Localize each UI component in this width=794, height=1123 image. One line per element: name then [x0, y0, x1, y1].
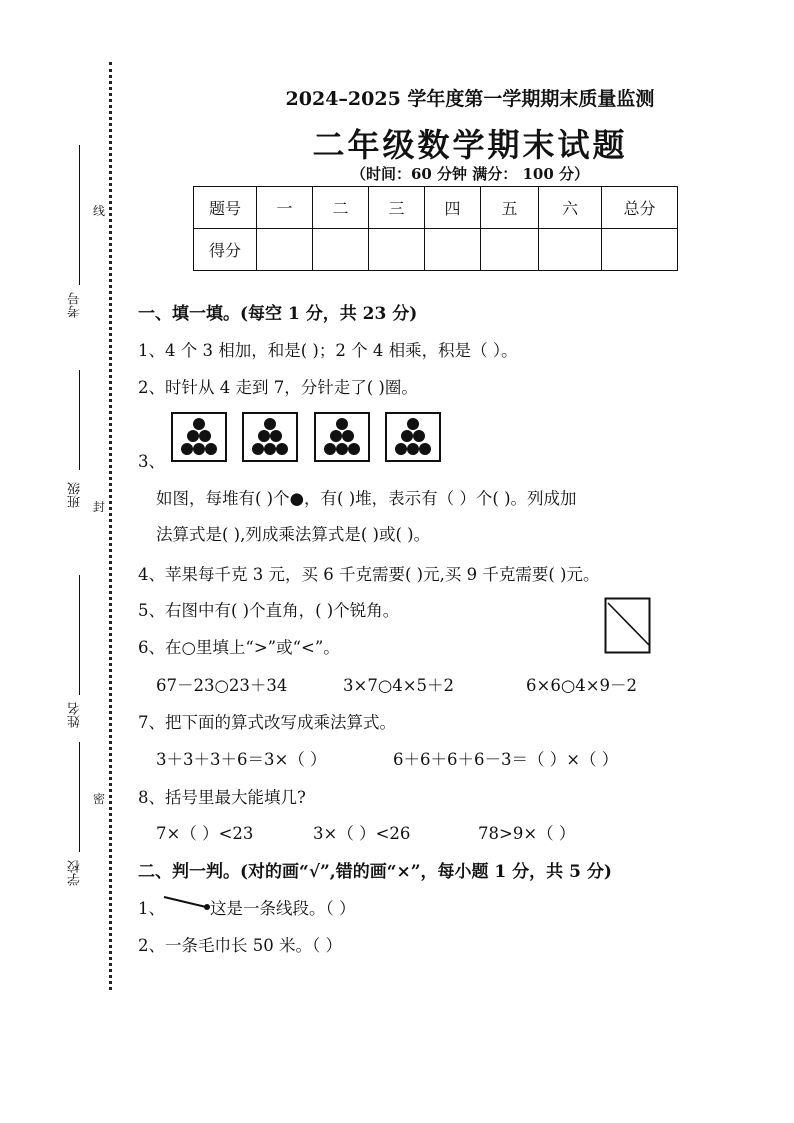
score-table-header-row: [194, 187, 678, 229]
dot-pile-1: [171, 412, 227, 462]
score-input-q6[interactable]: [539, 229, 602, 271]
question-1-6-b: 3×7○4×5＋2: [343, 676, 455, 695]
cut-line: [109, 62, 112, 990]
exam-time-info: （时间：60 分钟 满分： 100 分）: [350, 165, 590, 183]
school-line: [79, 742, 80, 852]
name-label: 姓名: [68, 702, 83, 728]
line-segment-figure: [162, 893, 212, 915]
cell-q1: 一: [257, 187, 313, 229]
cell-q5: 五: [481, 187, 539, 229]
rectangle-diagonal-figure: [604, 597, 654, 657]
score-input-q1[interactable]: [257, 229, 313, 271]
seal-char-secret: 密: [93, 792, 106, 806]
question-2-1-text: 这是一条线段。（ ）: [210, 899, 356, 918]
cell-total: 总分: [602, 187, 678, 229]
question-1-3-line2: 法算式是( ),列成乘法算式是( )或( )。: [156, 525, 431, 544]
score-input-total[interactable]: [602, 229, 678, 271]
question-1-6-a: 67－23○23＋34: [156, 676, 288, 695]
score-input-q3[interactable]: [369, 229, 425, 271]
section1-heading: 一、填一填。(每空 1 分，共 23 分): [138, 304, 418, 324]
question-1-3-number: 3、: [138, 452, 165, 471]
name-line: [79, 575, 80, 695]
cell-question-no: 题号: [194, 187, 257, 229]
score-table-score-row: [194, 229, 678, 271]
exam-no-line: [79, 145, 80, 285]
dot-pile-4: [385, 412, 441, 462]
seal-char-seal: 封: [93, 500, 106, 514]
score-input-q4[interactable]: [425, 229, 481, 271]
question-2-2: 2、一条毛巾长 50 米。（ ）: [138, 936, 342, 955]
question-2-1-number: 1、: [138, 899, 165, 918]
question-1-2: 2、时针从 4 走到 7，分针走了( )圈。: [138, 378, 418, 397]
question-1-6: 6、在○里填上“>”或“<”。: [138, 638, 340, 657]
dot-pile-2: [242, 412, 298, 462]
exam-no-label: 考号: [68, 292, 83, 318]
question-1-4: 4、苹果每千克 3 元，买 6 千克需要( )元,买 9 千克需要( )元。: [138, 565, 600, 584]
exam-subtitle: 2024–2025 学年度第一学期期末质量监测: [285, 88, 655, 110]
cell-q4: 四: [425, 187, 481, 229]
cell-q3: 三: [369, 187, 425, 229]
question-1-8: 8、括号里最大能填几?: [138, 788, 306, 807]
question-1-5: 5、右图中有( )个直角，( )个锐角。: [138, 601, 400, 620]
dot-pile-4-dots: [387, 414, 439, 460]
question-1-7-b: 6＋6＋6＋6－3＝（ ）×（ ）: [393, 750, 619, 769]
dot-pile-1-dots: [173, 414, 225, 460]
score-input-q5[interactable]: [481, 229, 539, 271]
dot-pile-2-dots: [244, 414, 296, 460]
score-input-q2[interactable]: [313, 229, 369, 271]
class-label: 班级: [68, 482, 83, 508]
cell-q6: 六: [539, 187, 602, 229]
question-1-7-a: 3＋3＋3＋6＝3×（ ）: [156, 750, 327, 769]
class-line: [79, 370, 80, 470]
question-1-6-c: 6×6○4×9－2: [526, 676, 638, 695]
question-1-3-line1: 如图，每堆有( )个●，有( )堆，表示有（ ）个( )。列成加: [156, 489, 577, 508]
section2-heading: 二、判一判。(对的画“√”,错的画“×”，每小题 1 分，共 5 分): [138, 862, 612, 882]
question-1-8-b: 3×（ ）<26: [313, 824, 411, 843]
question-1-8-c: 78>9×（ ）: [478, 824, 576, 843]
question-1-1: 1、4 个 3 相加，和是( )；2 个 4 相乘，积是（ ）。: [138, 341, 518, 360]
exam-title: 二年级数学期末试题: [312, 126, 628, 164]
question-1-8-a: 7×（ ）<23: [156, 824, 254, 843]
school-label: 学校: [68, 860, 83, 886]
cell-score-label: 得分: [194, 229, 257, 271]
cell-q2: 二: [313, 187, 369, 229]
dot-pile-3-dots: [316, 414, 368, 460]
seal-char-line: 线: [93, 204, 106, 218]
score-table: [193, 186, 678, 271]
question-1-7: 7、把下面的算式改写成乘法算式。: [138, 713, 396, 732]
dot-pile-3: [314, 412, 370, 462]
